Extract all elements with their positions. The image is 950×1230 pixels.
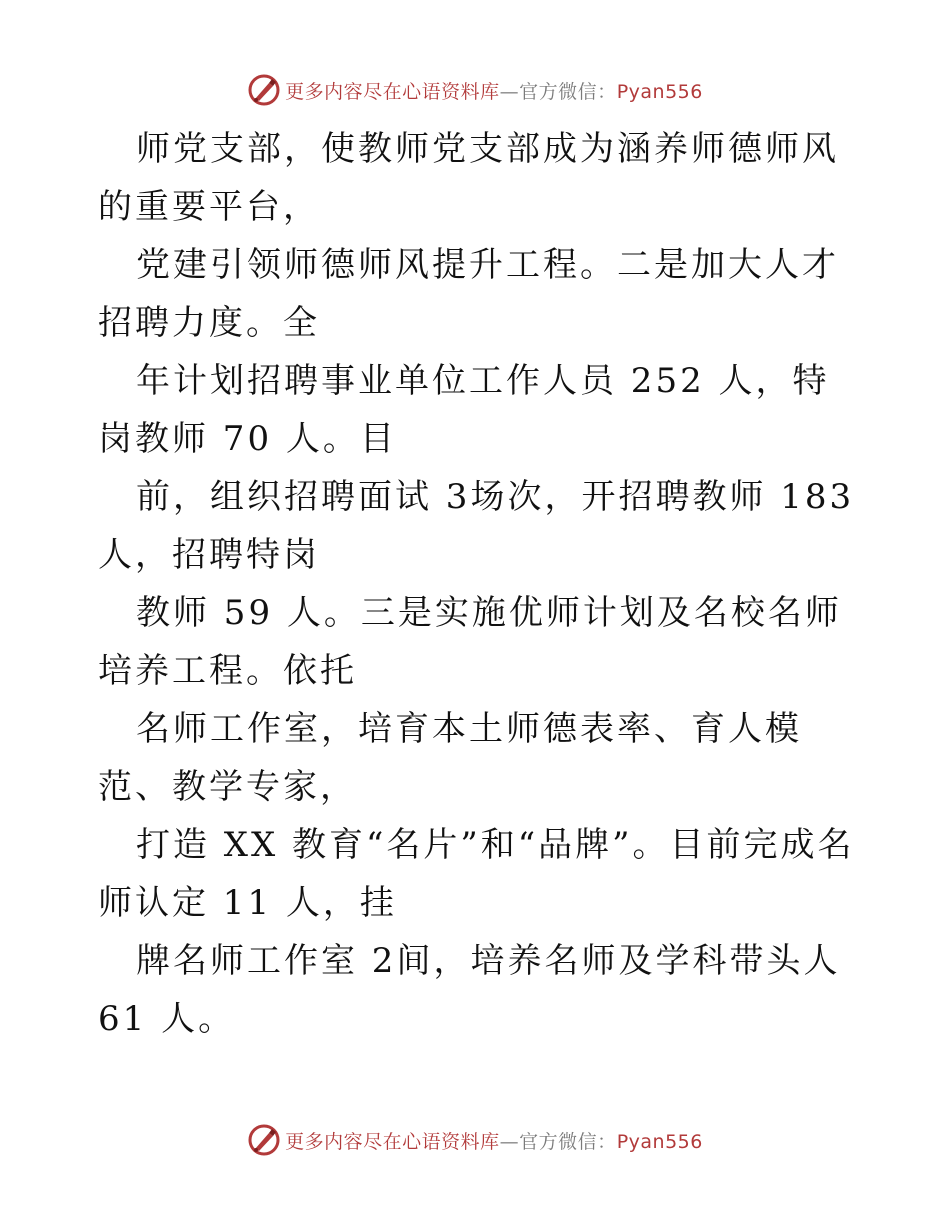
header-wechat-label: 官方微信： [519, 80, 617, 103]
paragraph-2: 党建引领师德师风提升工程。二是加大人才招聘力度。全 [98, 245, 839, 343]
paragraph-4: 前，组织招聘面试 3场次，开招聘教师 183 人，招聘特岗 [98, 477, 855, 575]
footer-separator: — [499, 1130, 520, 1153]
footer-brand: 更多内容尽在心语资料库 [285, 1130, 500, 1153]
footer-wechat-label: 官方微信： [519, 1130, 617, 1153]
paragraph-8: 牌名师工作室 2间，培养名师及学科带头人 61 人。 [98, 941, 841, 1039]
footer-wechat-id: Pyan556 [616, 1130, 703, 1153]
paragraph-1: 师党支部，使教师党支部成为涵养师德师风的重要平台， [98, 129, 839, 227]
header-brand: 更多内容尽在心语资料库 [285, 80, 500, 103]
header-separator: — [499, 80, 520, 103]
header-banner [0, 70, 950, 110]
paragraph-3: 年计划招聘事业单位工作人员 252 人，特岗教师 70 人。目 [98, 361, 830, 459]
pen-logo-icon [247, 1123, 281, 1157]
paragraph-5: 教师 59 人。三是实施优师计划及名校名师培养工程。依托 [98, 593, 842, 691]
pen-logo-icon [247, 73, 281, 107]
header-wechat-id: Pyan556 [616, 80, 703, 103]
document-body [98, 120, 858, 1048]
footer-text [285, 1127, 703, 1154]
paragraph-7: 打造 XX 教育“名片”和“品牌”。目前完成名师认定 11 人，挂 [98, 825, 855, 923]
header-text [285, 77, 703, 104]
footer-banner [0, 1120, 950, 1160]
paragraph-6: 名师工作室，培育本土师德表率、育人模范、教学专家， [98, 709, 802, 807]
